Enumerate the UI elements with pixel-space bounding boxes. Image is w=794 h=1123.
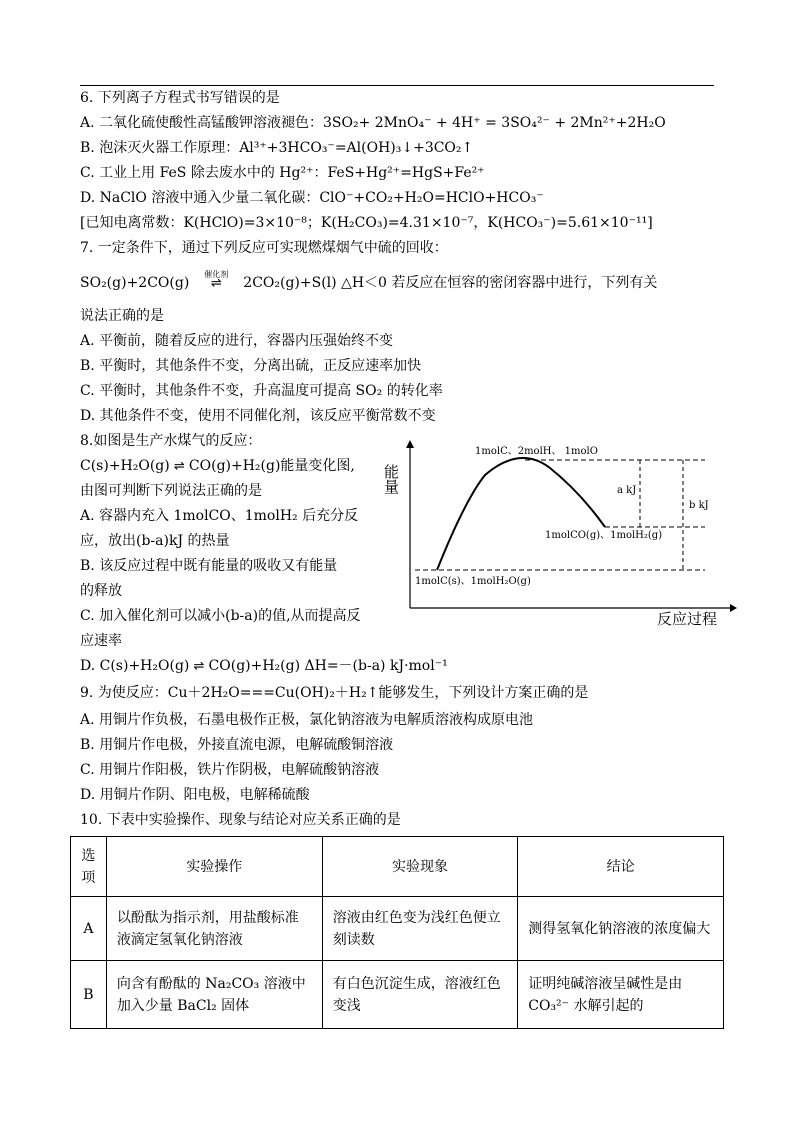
reaction-curve (437, 458, 605, 570)
row-b-operation: 向含有酚酞的 Na₂CO₃ 溶液中加入少量 BaCl₂ 固体 (106, 961, 322, 1029)
q8-equation (80, 458, 355, 475)
q7-option-c: C. 平衡时，其他条件不变，升高温度可提高 SO₂ 的转化率 (80, 383, 443, 399)
q7-catalyst-label: 催化剂 (204, 270, 229, 279)
q9-option-b: B. 用铜片作电极，外接直流电源，电解硫酸铜溶液 (80, 737, 394, 753)
level-middle-label: 1molCO(g)、1molH₂(g) (545, 530, 663, 541)
table-header-row (71, 837, 724, 897)
annotation-b: b kJ (689, 500, 709, 511)
row-a-conclusion: 测得氢氧化钠溶液的浓度偏大 (518, 897, 724, 961)
q7-stem: 7. 一定条件下，通过下列反应可实现燃煤烟气中硫的回收： (80, 240, 448, 256)
x-axis-label: 反应过程 (657, 610, 718, 628)
row-b-phenomenon: 有白色沉淀生成，溶液红色变浅 (322, 961, 517, 1029)
row-a-operation: 以酚酞为指示剂，用盐酸标准液滴定氢氧化钠溶液 (106, 897, 322, 961)
q8-stem: 8.如图是生产水煤气的反应： (80, 433, 262, 449)
q9-stem: 9. 为使反应：Cu＋2H₂O===Cu(OH)₂＋H₂↑能够发生，下列设计方案正确的是 (80, 685, 589, 701)
annotation-a: a kJ (617, 485, 637, 496)
x-axis-arrow-icon (730, 604, 737, 612)
header-option: 选项 (71, 837, 107, 897)
header-rule (80, 85, 714, 86)
q8-option-b2: 的释放 (80, 583, 122, 599)
q8-stem3: 由图可判断下列说法正确的是 (80, 483, 262, 499)
row-a-option: A (71, 897, 107, 961)
header-phenomenon: 实验现象 (322, 837, 517, 897)
q7-option-a: A. 平衡前，随着反应的进行，容器内压强始终不变 (80, 333, 394, 349)
q8-d-left: D. C(s)+H₂O(g) (80, 658, 190, 674)
q7-equation (80, 270, 658, 292)
q8-option-c1: C. 加入催化剂可以减小(b-a)的值,从而提高反 (80, 608, 361, 624)
q8-option-d (80, 658, 448, 675)
q8-option-a1: A. 容器内充入 1molCO、1molH₂ 后充分反 (80, 508, 359, 524)
q7-stem2: 说法正确的是 (80, 308, 164, 324)
energy-diagram (382, 440, 735, 630)
q7-eq-right: 2CO₂(g)+S(l) △H＜0 若反应在恒容的密闭容器中进行，下列有关 (243, 275, 658, 291)
q7-eq-left: SO₂(g)+2CO(g) (80, 275, 190, 291)
q8-d-right: CO(g)+H₂(g) ΔH=－(b-a) kJ·mol⁻¹ (208, 658, 448, 674)
q7-option-b: B. 平衡时，其他条件不变，分离出硫，正反应速率加快 (80, 358, 422, 374)
equilibrium-arrow-icon: ⇌ (189, 659, 209, 674)
q8-option-b1: B. 该反应过程中既有能量的吸收又有能量 (80, 558, 338, 574)
row-b-conclusion: 证明纯碱溶液呈碱性是由 CO₃²⁻ 水解引起的 (518, 961, 724, 1029)
q9-option-c: C. 用铜片作阳极，铁片作阴极，电解硫酸钠溶液 (80, 762, 380, 778)
header-conclusion: 结论 (518, 837, 724, 897)
q6-option-a: A. 二氧化硫使酸性高锰酸钾溶液褪色：3SO₂+ 2MnO₄⁻ + 4H⁺ = 3SO₄²⁻ + 2Mn²⁺+2H₂O (80, 115, 666, 131)
q6-option-b: B. 泡沫灭火器工作原理：Al³⁺+3HCO₃⁻=Al(OH)₃↓+3CO₂↑ (80, 140, 474, 156)
row-a-phenomenon: 溶液由红色变为浅红色便立刻读数 (322, 897, 517, 961)
q6-option-c: C. 工业上用 FeS 除去废水中的 Hg²⁺：FeS+Hg²⁺=HgS+Fe²⁺ (80, 165, 485, 181)
header-operation: 实验操作 (106, 837, 322, 897)
q8-eq-right: CO(g)+H₂(g)能量变化图, (188, 458, 355, 474)
q8-option-c2: 应速率 (80, 633, 122, 649)
q10-stem: 10. 下表中实验操作、现象与结论对应关系正确的是 (80, 812, 401, 828)
q10-table (70, 836, 724, 1029)
level-bottom-label: 1molC(s)、1molH₂O(g) (415, 576, 531, 587)
q6-note: [已知电离常数：K(HClO)=3×10⁻⁸；K(H₂CO₃)=4.31×10⁻⁷，K(HCO₃⁻)=5.61×10⁻¹¹] (80, 215, 653, 231)
q8-option-a2: 应，放出(b-a)kJ 的热量 (80, 533, 230, 549)
q8-eq-left: C(s)+H₂O(g) (80, 458, 170, 474)
q7-option-d: D. 其他条件不变，使用不同催化剂，该反应平衡常数不变 (80, 408, 436, 424)
q6-stem: 6. 下列离子方程式书写错误的是 (80, 90, 280, 106)
row-b-option: B (71, 961, 107, 1029)
q6-option-d: D. NaClO 溶液中通入少量二氧化碳：ClO⁻+CO₂+H₂O=HClO+HCO₃⁻ (80, 190, 544, 206)
equilibrium-arrow-icon: ⇌ (169, 459, 189, 474)
y-axis-arrow-icon (406, 440, 414, 448)
equilibrium-arrow-icon: 催化剂 ⇌ (189, 275, 243, 292)
y-axis-label: 能量 (382, 464, 400, 494)
level-top-label: 1molC、2molH、 1molO (475, 446, 598, 457)
table-row (71, 897, 724, 961)
table-row (71, 961, 724, 1029)
q9-option-d: D. 用铜片作阴、阳电极，电解稀硫酸 (80, 787, 310, 803)
q9-option-a: A. 用铜片作负极，石墨电极作正极，氯化钠溶液为电解质溶液构成原电池 (80, 712, 534, 728)
